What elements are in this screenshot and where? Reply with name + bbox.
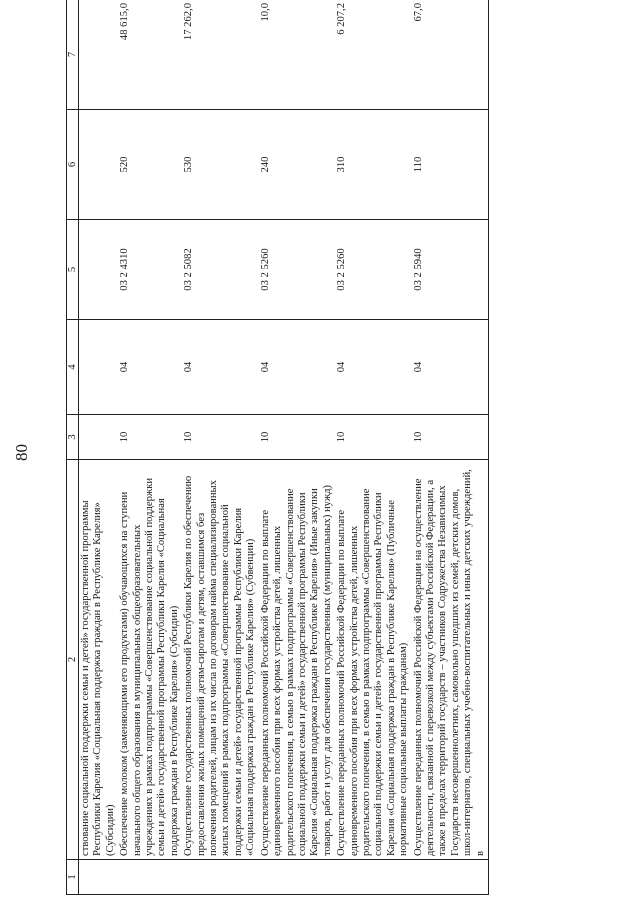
item-name: Обеспечение молоком (заменяющими его продуктами) обучающихся на ступени начального общего образования в муниципальных общеобразовательных учреждениях в рамках подпрограммы «Совершенствование социальной поддержки семьи и детей» государственной программы Республики Карелия «Социальная поддержка граждан в Республике Карелия» (Субсидии) — [118, 460, 182, 860]
section-code: 10 — [335, 415, 411, 460]
expense-type-code — [79, 110, 119, 220]
target-article-code: 03 2 5082 — [182, 220, 258, 320]
table-row — [79, 0, 119, 895]
header-col-2: 2 — [67, 460, 79, 860]
section-code — [79, 415, 119, 460]
table-row — [259, 0, 335, 895]
section-code: 10 — [259, 415, 335, 460]
expense-type-code: 240 — [259, 110, 335, 220]
target-article-code: 03 2 5260 — [259, 220, 335, 320]
header-row — [67, 0, 79, 895]
item-name: Осуществление государственных полномочий Республики Карелия по обеспечению предоставления жилых помещений детям-сиротам и детям, оставшимся без попечения родителей, лицам из их числа по договорам найма специализированных жилых помещений в рамках подпрограммы «Совершенствование социальной поддержки семьи и детей» государственной программы Республики Карелия «Социальная поддержка граждан в Республике Карелия» (Субвенции) — [182, 460, 258, 860]
table-row — [335, 0, 411, 895]
budget-table-container — [66, 0, 489, 895]
amount-value: 10,0 — [259, 0, 335, 110]
item-name: Осуществление переданных полномочий Российской Федерации по выплате единовременного пособия при всех формах устройства детей, лишенных родительского попечения, в семью в рамках подпрограммы «Совершенствование социальной поддержки семьи и детей» государственной программы Республики Карелия «Социальная поддержка граждан в Республике Карелия» (Иные закупки товаров, работ и услуг для обеспечения государственных (муниципальных) нужд) — [259, 460, 335, 860]
subsection-code: 04 — [118, 320, 182, 415]
row-number-cell — [335, 860, 411, 895]
table-row — [182, 0, 258, 895]
amount-value: 6 207,2 — [335, 0, 411, 110]
row-number-cell — [412, 860, 489, 895]
amount-value: 67,0 — [412, 0, 489, 110]
expense-type-code: 110 — [412, 110, 489, 220]
header-col-6: 6 — [67, 110, 79, 220]
item-name: Осуществление переданных полномочий Российской Федерации по выплате единовременного пособия при всех формах устройства детей, лишенных родительского попечения, в семью в рамках подпрограммы «Совершенствование социальной поддержки семьи и детей» государственной программы Республики Карелия «Социальная поддержка граждан в Республике Карелия» (Публичные нормативные социальные выплаты гражданам) — [335, 460, 411, 860]
amount-value: 48 615,0 — [118, 0, 182, 110]
row-number-cell — [182, 860, 258, 895]
expense-type-code: 520 — [118, 110, 182, 220]
header-col-3: 3 — [67, 415, 79, 460]
table-row — [412, 0, 489, 895]
expense-type-code: 530 — [182, 110, 258, 220]
row-number-cell — [259, 860, 335, 895]
section-code: 10 — [118, 415, 182, 460]
subsection-code: 04 — [335, 320, 411, 415]
section-code: 10 — [182, 415, 258, 460]
header-col-1: 1 — [67, 860, 79, 895]
expense-type-code: 310 — [335, 110, 411, 220]
subsection-code — [79, 320, 119, 415]
row-number-cell — [118, 860, 182, 895]
budget-table — [66, 0, 489, 895]
section-code: 10 — [412, 415, 489, 460]
target-article-code: 03 2 4310 — [118, 220, 182, 320]
subsection-code: 04 — [412, 320, 489, 415]
subsection-code: 04 — [259, 320, 335, 415]
header-col-7: 7 — [67, 0, 79, 110]
target-article-code: 03 2 5260 — [335, 220, 411, 320]
target-article-code — [79, 220, 119, 320]
target-article-code: 03 2 5940 — [412, 220, 489, 320]
header-col-4: 4 — [67, 320, 79, 415]
amount-value — [79, 0, 119, 110]
item-name: Осуществление переданных полномочий Российской Федерации на осуществление деятельности, связанной с перевозкой между субъектами Российской Федерации, а также в пределах территорий государств – участников Содружества Независимых Государств несовершеннолетних, самовольно ушедших из семей, детских домов, школ-интернатов, специальных учебно-воспитательных и иных детских учреждений, в — [412, 460, 489, 860]
amount-value: 17 262,0 — [182, 0, 258, 110]
subsection-code: 04 — [182, 320, 258, 415]
table-row — [118, 0, 182, 895]
item-name: ствование социальной поддержки семьи и детей» государственной программы Республики Карелия «Социальная поддержка граждан в Республике Карелия» (Субсидии) — [79, 460, 119, 860]
header-col-5: 5 — [67, 220, 79, 320]
page-number: 80 — [12, 444, 31, 461]
row-number-cell — [79, 860, 119, 895]
